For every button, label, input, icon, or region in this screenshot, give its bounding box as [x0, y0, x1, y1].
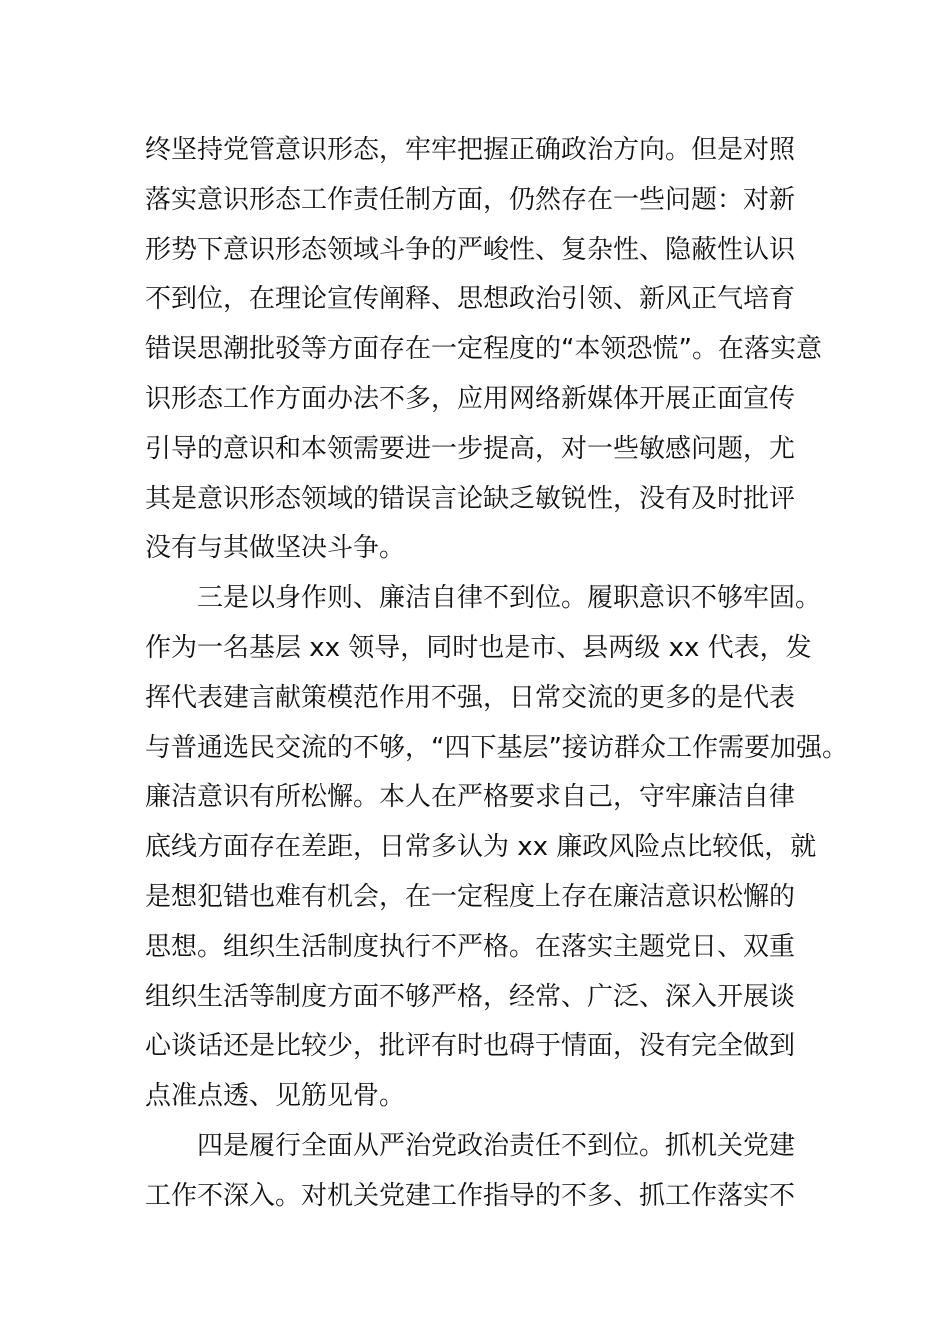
text-line: 错误思潮批驳等方面存在一定程度的“本领恐慌”。在落实意	[145, 334, 822, 365]
text-line: 组织生活等制度方面不够严格，经常、广泛、深入开展谈	[145, 981, 796, 1012]
text-line: 识形态工作方面办法不多，应用网络新媒体开展正面宣传	[145, 383, 796, 414]
paragraph-start-line: 四是履行全面从严治党政治责任不到位。抓机关党建	[197, 1130, 796, 1161]
text-line: 思想。组织生活制度执行不严格。在落实主题党日、双重	[145, 931, 796, 962]
text-line: 是想犯错也难有机会，在一定程度上存在廉洁意识松懈的	[145, 881, 796, 912]
text-line: 工作不深入。对机关党建工作指导的不多、抓工作落实不	[145, 1180, 796, 1211]
text-line: 引导的意识和本领需要进一步提高，对一些敏感问题，尤	[145, 433, 796, 464]
paragraph-start-line: 三是以身作则、廉洁自律不到位。履职意识不够牢固。	[197, 583, 822, 614]
text-line: 挥代表建言献策模范作用不强，日常交流的更多的是代表	[145, 682, 796, 713]
text-line: 形势下意识形态领域斗争的严峻性、复杂性、隐蔽性认识	[145, 234, 796, 265]
text-line: 作为一名基层 xx 领导，同时也是市、县两级 xx 代表，发	[145, 632, 812, 663]
text-line: 其是意识形态领域的错误言论缺乏敏锐性，没有及时批评	[145, 483, 796, 514]
text-line: 底线方面存在差距，日常多认为 xx 廉政风险点比较低，就	[145, 832, 817, 863]
text-line: 心谈话还是比较少，批评有时也碍于情面，没有完全做到	[145, 1031, 796, 1062]
text-line: 与普通选民交流的不够，“四下基层”接访群众工作需要加强。	[145, 732, 848, 763]
text-line: 廉洁意识有所松懈。本人在严格要求自己，守牢廉洁自律	[145, 782, 796, 813]
text-line: 没有与其做坚决斗争。	[145, 533, 406, 564]
text-line: 落实意识形态工作责任制方面，仍然存在一些问题：对新	[145, 184, 796, 215]
text-line: 终坚持党管意识形态，牢牢把握正确政治方向。但是对照	[145, 135, 796, 165]
document-body	[145, 126, 848, 1222]
text-line: 不到位，在理论宣传阐释、思想政治引领、新风正气培育	[145, 284, 796, 315]
text-line: 点准点透、见筋见骨。	[145, 1081, 406, 1112]
